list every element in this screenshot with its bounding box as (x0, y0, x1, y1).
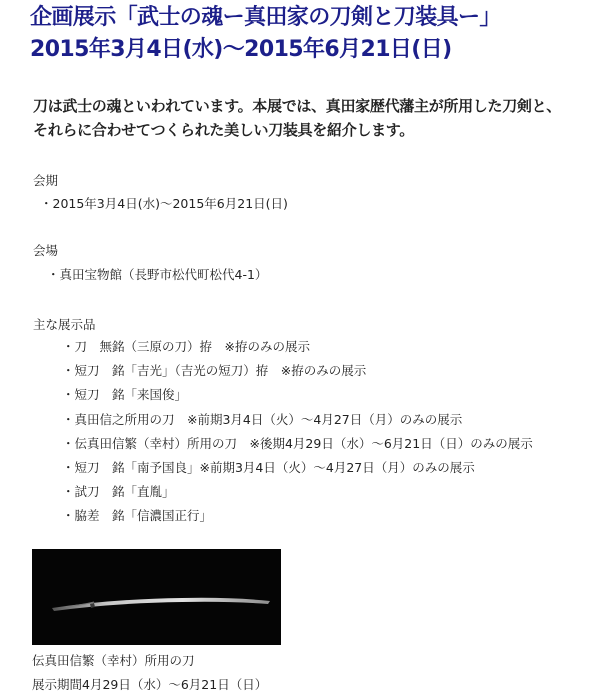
lead-paragraph (33, 94, 614, 142)
sword-image (32, 549, 281, 645)
exhibit-item: ・真田信之所用の刀 ※前期3月4日（火）〜4月27日（月）のみの展示 (62, 411, 463, 427)
exhibit-item: ・刀 無銘（三原の刀）拵 ※拵のみの展示 (62, 339, 310, 354)
exhibit-item: ・短刀 銘「来国俊」 (62, 387, 188, 403)
period-label: 会期 (33, 173, 59, 188)
exhibit-item: ・試刀 銘「直胤」 (62, 484, 175, 500)
exhibit-item: ・脇差 銘「信濃国正行」 (62, 508, 213, 524)
exhibit-item: ・短刀 銘「吉光」（吉光の短刀）拵 ※拵のみの展示 (62, 363, 367, 379)
exhibits-label: 主な展示品 (33, 317, 96, 332)
lead-line-2: それらに合わせてつくられた美しい刀装具を紹介します。 (33, 121, 415, 139)
title-line-2: 2015年3月4日(水)〜2015年6月21日(日) (30, 37, 452, 62)
lead-line-1: 刀は武士の魂といわれています。本展では、真田家歴代藩主が所用した刀剣と、 (33, 97, 562, 115)
exhibit-item: ・短刀 銘「南予国良」※前期3月4日（火）〜4月27日（月）のみの展示 (62, 459, 475, 475)
exhibit-list (62, 338, 533, 532)
photo-caption-1: 伝真田信繁（幸村）所用の刀 (32, 653, 195, 668)
page-title (30, 2, 614, 66)
exhibit-item: ・伝真田信繁（幸村）所用の刀 ※後期4月29日（水）〜6月21日（日）のみの展示 (62, 435, 533, 451)
venue-value: ・真田宝物館（長野市松代町松代4-1） (47, 267, 268, 282)
photo-caption-2: 展示期間4月29日（水）〜6月21日（日） (32, 677, 268, 692)
title-line-1: 企画展示「武士の魂ー真田家の刀剣と刀装具ー」 (30, 5, 501, 30)
period-value: ・2015年3月4日(水)〜2015年6月21日(日) (40, 196, 288, 211)
sword-photo (32, 549, 281, 645)
venue-label: 会場 (33, 243, 59, 258)
